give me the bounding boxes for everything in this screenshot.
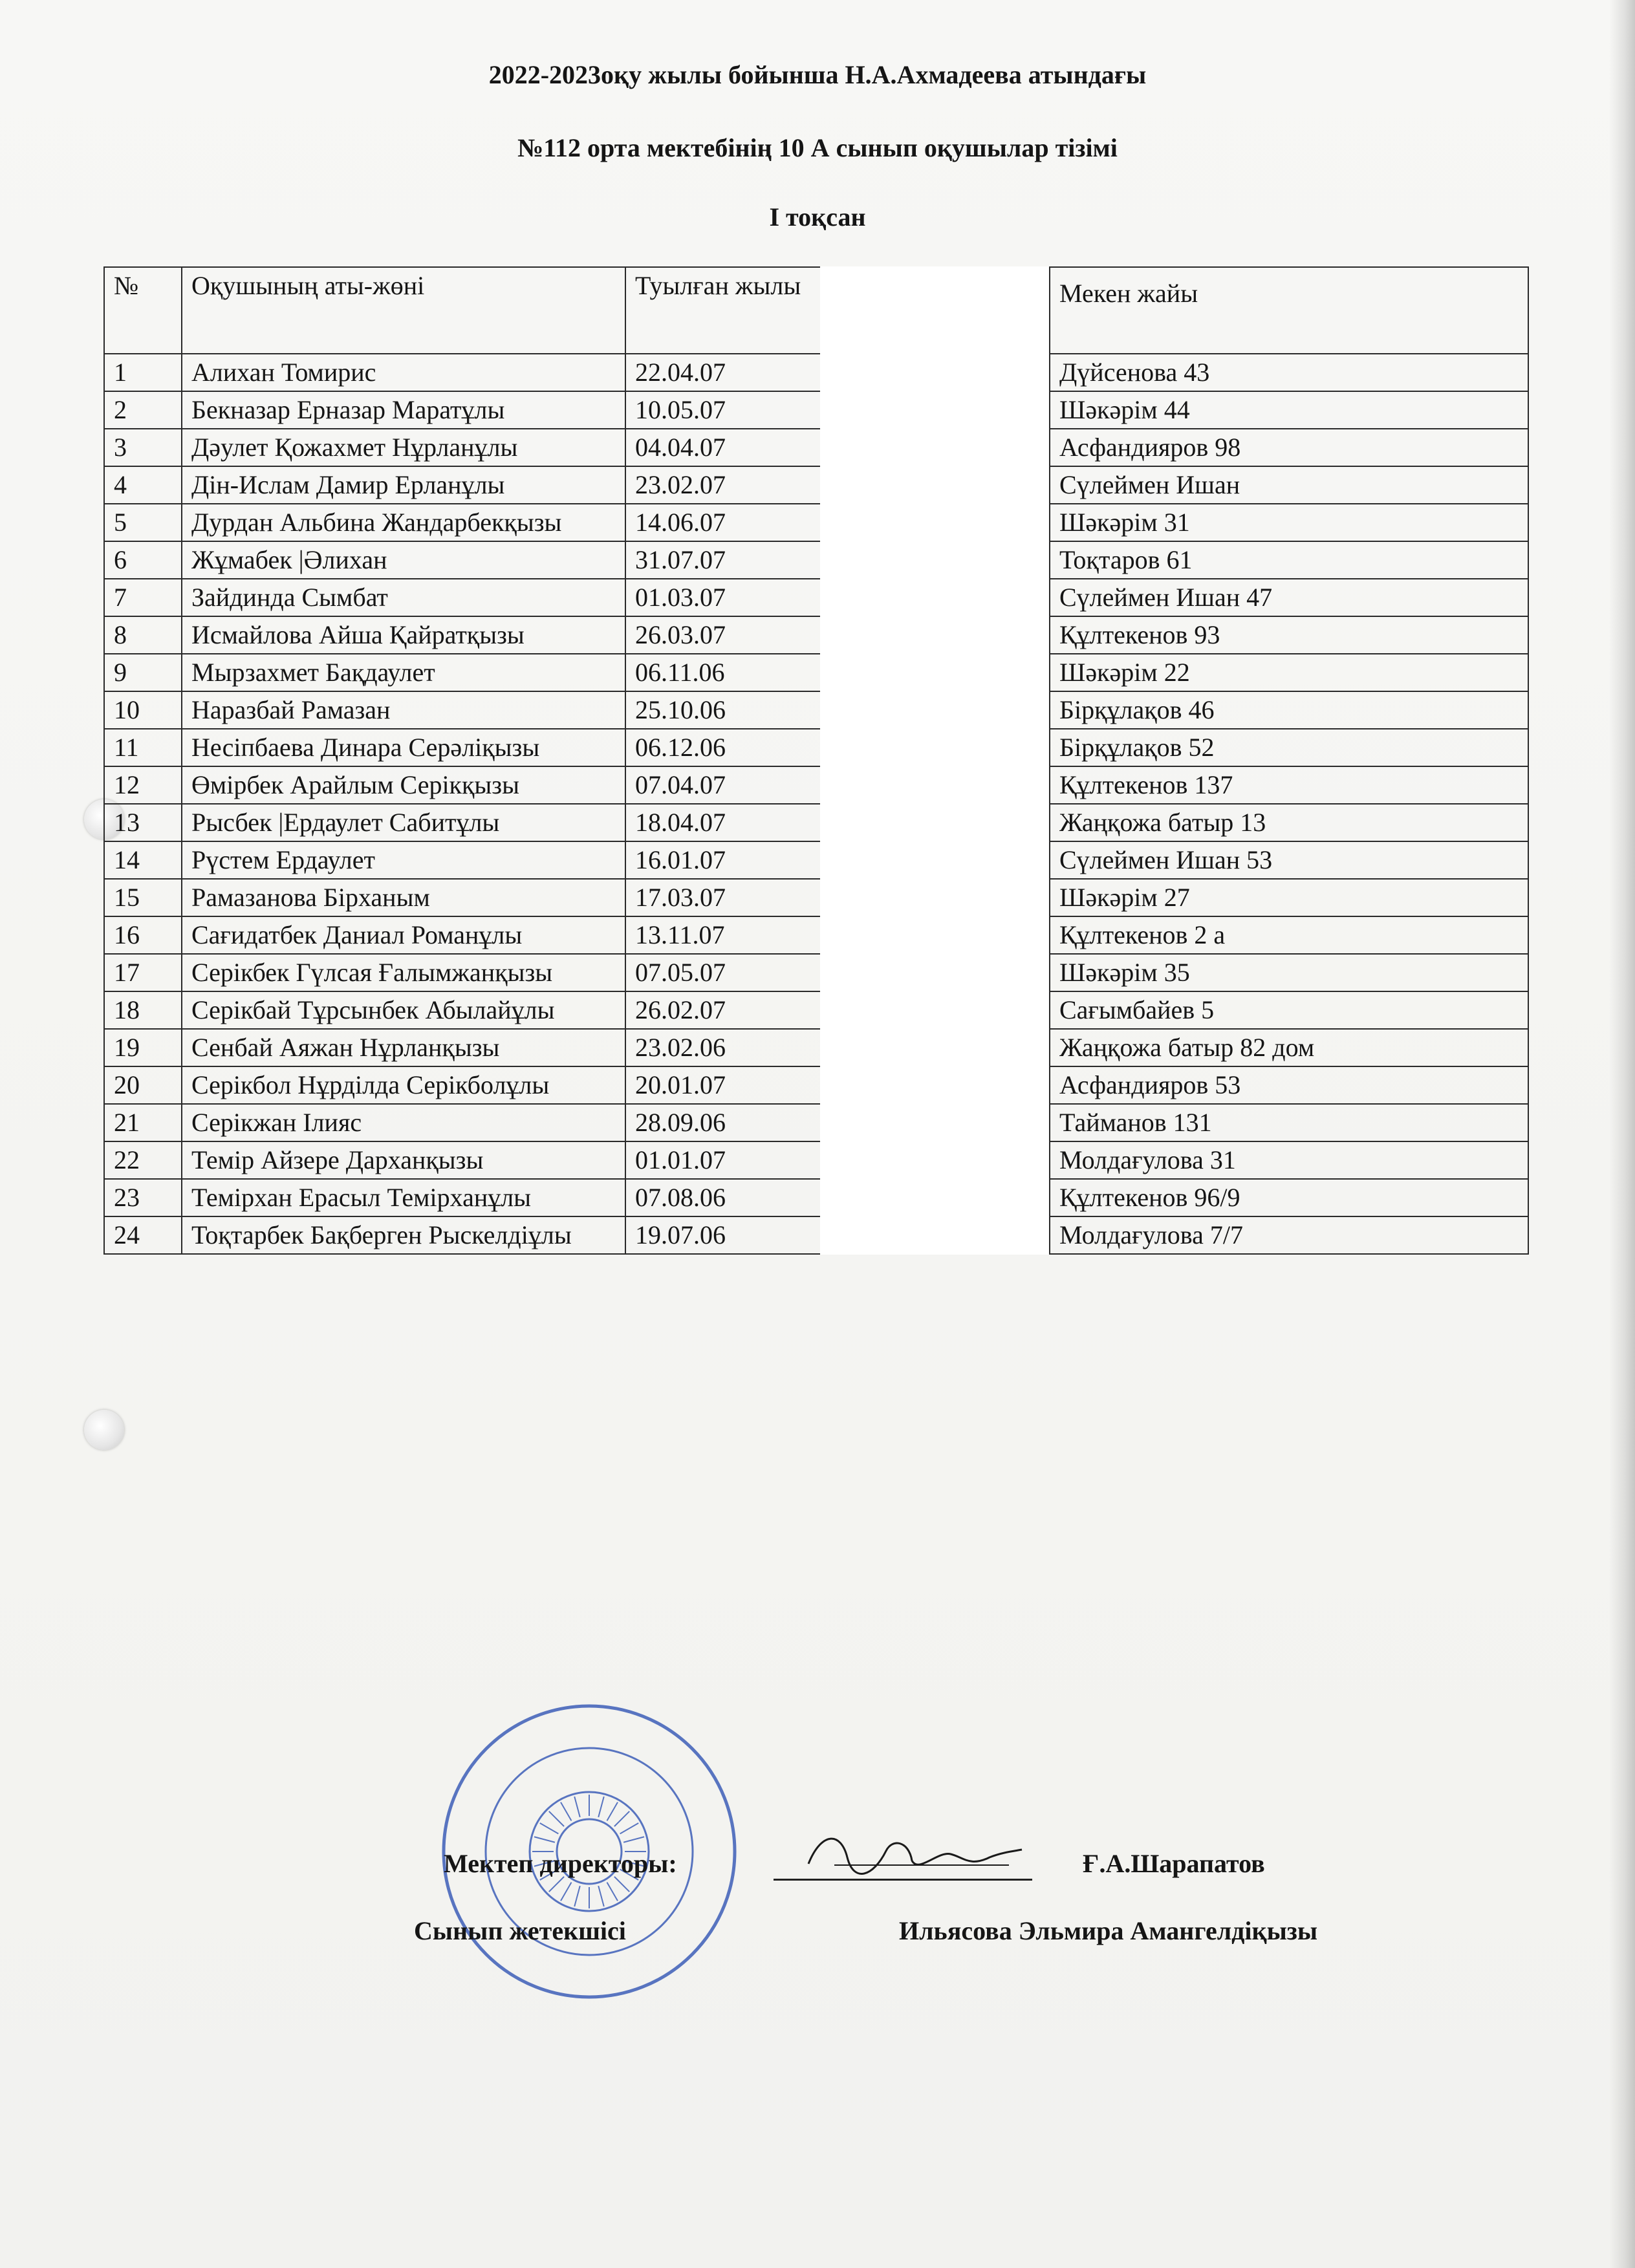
cell-birth-date: 01.03.07	[625, 579, 821, 616]
table-row	[104, 616, 1528, 654]
director-name: Ғ.А.Шарапатов	[1083, 1849, 1265, 1878]
table-row	[104, 1104, 1528, 1141]
table-row	[104, 1141, 1528, 1179]
table-row	[104, 1066, 1528, 1104]
cell-address: Құлтекенов 2 а	[1050, 916, 1528, 954]
cell-address: Асфандияров 53	[1050, 1066, 1528, 1104]
quarter-label: І тоқсан	[769, 202, 866, 232]
table-row	[104, 429, 1528, 466]
cell-student-name: Тоқтарбек Бақберген Рыскелдіұлы	[182, 1216, 625, 1254]
redacted-area	[820, 266, 1049, 1255]
table-row	[104, 729, 1528, 766]
cell-address: Шәкәрім 22	[1050, 654, 1528, 691]
student-list-table	[103, 266, 1529, 1255]
cell-number: 12	[104, 766, 182, 804]
table-row	[104, 1216, 1528, 1254]
cell-birth-date: 01.01.07	[625, 1141, 821, 1179]
cell-student-name: Несіпбаева Динара Серәліқызы	[182, 729, 625, 766]
cell-student-name: Рысбек |Ердаулет Сабитұлы	[182, 804, 625, 841]
cell-student-name: Дурдан Альбина Жандарбекқызы	[182, 504, 625, 541]
cell-address: Жаңқожа батыр 82 дом	[1050, 1029, 1528, 1066]
cell-address: Дүйсенова 43	[1050, 354, 1528, 391]
cell-birth-date: 23.02.06	[625, 1029, 821, 1066]
cell-address: Асфандияров 98	[1050, 429, 1528, 466]
cell-student-name: Наразбай Рамазан	[182, 691, 625, 729]
cell-address: Бірқұлақов 52	[1050, 729, 1528, 766]
document-title-line-2: №112 орта мектебінің 10 А сынып оқушылар тізімі	[517, 133, 1118, 162]
cell-number: 1	[104, 354, 182, 391]
table-row	[104, 954, 1528, 991]
cell-birth-date: 19.07.06	[625, 1216, 821, 1254]
cell-number: 7	[104, 579, 182, 616]
table-row	[104, 354, 1528, 391]
cell-number: 24	[104, 1216, 182, 1254]
cell-number: 2	[104, 391, 182, 429]
cell-address: Сүлеймен Ишан 47	[1050, 579, 1528, 616]
cell-number: 11	[104, 729, 182, 766]
header-address: Мекен жайы	[1050, 267, 1528, 354]
cell-student-name: Рамазанова Бірханым	[182, 879, 625, 916]
cell-birth-date: 20.01.07	[625, 1066, 821, 1104]
cell-birth-date: 31.07.07	[625, 541, 821, 579]
cell-birth-date: 07.05.07	[625, 954, 821, 991]
cell-address: Шәкәрім 44	[1050, 391, 1528, 429]
cell-birth-date: 18.04.07	[625, 804, 821, 841]
punch-hole	[84, 1410, 124, 1450]
cell-number: 15	[104, 879, 182, 916]
director-label: Мектеп директоры:	[444, 1849, 677, 1878]
cell-number: 20	[104, 1066, 182, 1104]
cell-number: 8	[104, 616, 182, 654]
cell-student-name: Серікжан Ілияс	[182, 1104, 625, 1141]
cell-student-name: Серікбай Тұрсынбек Абылайұлы	[182, 991, 625, 1029]
cell-address: Шәкәрім 27	[1050, 879, 1528, 916]
table-row	[104, 466, 1528, 504]
cell-number: 17	[104, 954, 182, 991]
cell-number: 23	[104, 1179, 182, 1216]
table-row	[104, 804, 1528, 841]
document-title-line-1: 2022-2023оқу жылы бойынша Н.А.Ахмадеева атындағы	[488, 60, 1147, 89]
cell-birth-date: 28.09.06	[625, 1104, 821, 1141]
table-body	[104, 354, 1528, 1254]
table-row	[104, 841, 1528, 879]
cell-address: Жаңқожа батыр 13	[1050, 804, 1528, 841]
cell-student-name: Жұмабек |Әлихан	[182, 541, 625, 579]
table-row	[104, 1029, 1528, 1066]
table-row	[104, 766, 1528, 804]
cell-number: 19	[104, 1029, 182, 1066]
header-student-name: Оқушының аты-жөні	[182, 267, 625, 354]
cell-address: Құлтекенов 137	[1050, 766, 1528, 804]
cell-birth-date: 07.08.06	[625, 1179, 821, 1216]
cell-student-name: Дәулет Қожахмет Нұрланұлы	[182, 429, 625, 466]
cell-student-name: Бекназар Ерназар Маратұлы	[182, 391, 625, 429]
cell-birth-date: 07.04.07	[625, 766, 821, 804]
cell-address: Сағымбайев 5	[1050, 991, 1528, 1029]
cell-address: Тоқтаров 61	[1050, 541, 1528, 579]
cell-birth-date: 26.02.07	[625, 991, 821, 1029]
cell-birth-date: 16.01.07	[625, 841, 821, 879]
cell-birth-date: 17.03.07	[625, 879, 821, 916]
cell-number: 4	[104, 466, 182, 504]
header-number: №	[104, 267, 182, 354]
cell-address: Шәкәрім 35	[1050, 954, 1528, 991]
cell-birth-date: 13.11.07	[625, 916, 821, 954]
table-row	[104, 654, 1528, 691]
table-row	[104, 579, 1528, 616]
cell-student-name: Рүстем Ердаулет	[182, 841, 625, 879]
cell-number: 18	[104, 991, 182, 1029]
header-birth-date: Туылған жылы	[625, 267, 821, 354]
cell-student-name: Серікбол Нұрділда Серікболұлы	[182, 1066, 625, 1104]
cell-address: Молдағулова 31	[1050, 1141, 1528, 1179]
cell-number: 13	[104, 804, 182, 841]
cell-address: Құлтекенов 93	[1050, 616, 1528, 654]
cell-number: 9	[104, 654, 182, 691]
cell-birth-date: 26.03.07	[625, 616, 821, 654]
cell-address: Тайманов 131	[1050, 1104, 1528, 1141]
cell-student-name: Исмайлова Айша Қайратқызы	[182, 616, 625, 654]
cell-address: Құлтекенов 96/9	[1050, 1179, 1528, 1216]
director-signature	[796, 1825, 1028, 1883]
table-row	[104, 504, 1528, 541]
cell-address: Сүлеймен Ишан	[1050, 466, 1528, 504]
table-row	[104, 879, 1528, 916]
class-teacher-name: Ильясова Эльмира Амангелдіқызы	[899, 1916, 1318, 1945]
cell-address: Бірқұлақов 46	[1050, 691, 1528, 729]
cell-student-name: Темір Айзере Дарханқызы	[182, 1141, 625, 1179]
cell-student-name: Алихан Томирис	[182, 354, 625, 391]
cell-number: 10	[104, 691, 182, 729]
cell-number: 5	[104, 504, 182, 541]
cell-student-name: Дін-Ислам Дамир Ерланұлы	[182, 466, 625, 504]
cell-birth-date: 06.12.06	[625, 729, 821, 766]
cell-birth-date: 25.10.06	[625, 691, 821, 729]
cell-birth-date: 06.11.06	[625, 654, 821, 691]
page-edge-shadow	[1609, 0, 1635, 2268]
cell-number: 21	[104, 1104, 182, 1141]
cell-number: 14	[104, 841, 182, 879]
cell-birth-date: 23.02.07	[625, 466, 821, 504]
class-teacher-label: Сынып жетекшісі	[414, 1916, 626, 1945]
cell-birth-date: 14.06.07	[625, 504, 821, 541]
cell-address: Молдағулова 7/7	[1050, 1216, 1528, 1254]
table-header-row	[104, 267, 1528, 354]
cell-birth-date: 10.05.07	[625, 391, 821, 429]
signature-line	[774, 1879, 1032, 1881]
cell-student-name: Темірхан Ерасыл Темірханұлы	[182, 1179, 625, 1216]
cell-student-name: Мырзахмет Бақдаулет	[182, 654, 625, 691]
cell-address: Шәкәрім 31	[1050, 504, 1528, 541]
cell-student-name: Сенбай Аяжан Нұрланқызы	[182, 1029, 625, 1066]
table-row	[104, 391, 1528, 429]
table-row	[104, 916, 1528, 954]
table-row	[104, 541, 1528, 579]
cell-address: Сүлеймен Ишан 53	[1050, 841, 1528, 879]
cell-number: 3	[104, 429, 182, 466]
cell-student-name: Серікбек Гүлсая Ғалымжанқызы	[182, 954, 625, 991]
cell-birth-date: 22.04.07	[625, 354, 821, 391]
table-row	[104, 991, 1528, 1029]
cell-birth-date: 04.04.07	[625, 429, 821, 466]
cell-number: 6	[104, 541, 182, 579]
table-row	[104, 691, 1528, 729]
cell-student-name: Зайдинда Сымбат	[182, 579, 625, 616]
table-row	[104, 1179, 1528, 1216]
cell-number: 16	[104, 916, 182, 954]
cell-number: 22	[104, 1141, 182, 1179]
cell-student-name: Сағидатбек Даниал Романұлы	[182, 916, 625, 954]
cell-student-name: Өмірбек Арайлым Серікқызы	[182, 766, 625, 804]
